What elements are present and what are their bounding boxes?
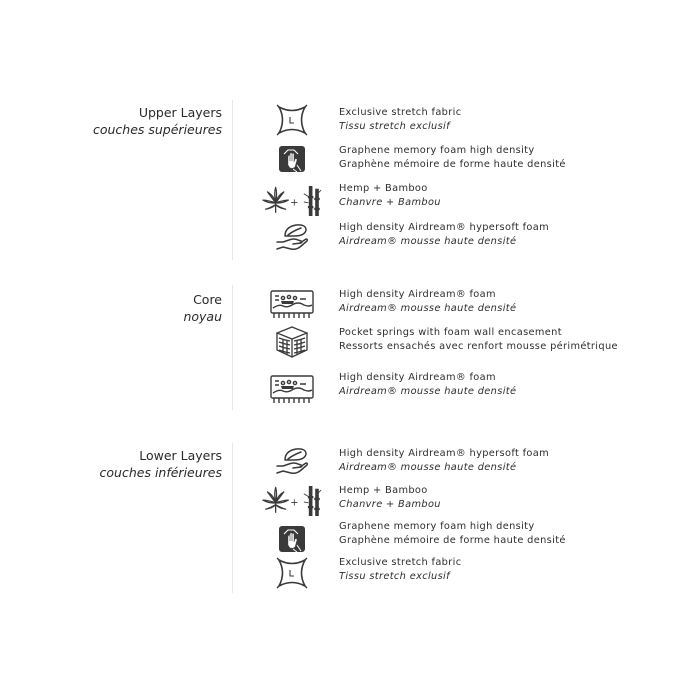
- item-label-fr: Airdream® mousse haute densité: [339, 303, 517, 314]
- item-label-fr: Chanvre + Bambou: [339, 197, 441, 208]
- hemp-bamboo-icon: [262, 483, 322, 519]
- item-label-en: Graphene memory foam high density: [339, 145, 535, 156]
- item-label-en: High density Airdream® hypersoft foam: [339, 448, 550, 459]
- item-label-en: High density Airdream® foam: [339, 289, 496, 300]
- section-title-en: Lower Layers: [139, 448, 222, 463]
- hypersoft-foam-icon: [262, 444, 322, 480]
- item-label-fr: Ressorts ensachés avec renfort mousse périmétrique: [339, 341, 618, 352]
- item-airdream-core-1: [339, 288, 516, 316]
- item-label-fr: Chanvre + Bambou: [339, 499, 441, 510]
- item-label-fr: Graphène mémoire de forme haute densité: [339, 535, 566, 546]
- item-hemp-bamboo-bottom: [339, 484, 441, 512]
- item-label-en: High density Airdream® foam: [339, 372, 496, 383]
- section-title-fr: couches supérieures: [92, 122, 222, 137]
- item-hemp-bamboo-top: [339, 182, 441, 210]
- item-label-en: High density Airdream® hypersoft foam: [339, 222, 550, 233]
- item-hypersoft-bottom: [339, 447, 549, 475]
- divider-upper: [232, 100, 233, 260]
- item-pocket-springs: [339, 326, 618, 354]
- item-label-en: Exclusive stretch fabric: [339, 107, 462, 118]
- item-label-fr: Airdream® mousse haute densité: [339, 386, 517, 397]
- hemp-bamboo-icon: [262, 183, 322, 219]
- section-label-lower: [100, 447, 222, 481]
- section-title-en: Upper Layers: [138, 105, 222, 120]
- item-label-fr: Graphène mémoire de forme haute densité: [339, 159, 566, 170]
- graphene-foam-icon: [262, 141, 322, 177]
- section-label-core: [183, 291, 222, 325]
- item-graphene-top: [339, 144, 566, 172]
- stretch-fabric-icon: [262, 102, 322, 138]
- airdream-foam-icon: [262, 371, 322, 407]
- item-label-en: Pocket springs with foam wall encasement: [339, 327, 562, 338]
- item-label-fr: Airdream® mousse haute densité: [339, 462, 517, 473]
- item-label-en: Hemp + Bamboo: [339, 485, 428, 496]
- item-graphene-bottom: [339, 520, 566, 548]
- item-stretch-fabric-bottom: [339, 556, 461, 584]
- hypersoft-foam-icon: [262, 220, 322, 256]
- item-label-fr: Tissu stretch exclusif: [339, 571, 450, 582]
- section-title-fr: noyau: [183, 309, 222, 324]
- item-label-en: Hemp + Bamboo: [339, 183, 428, 194]
- divider-lower: [232, 443, 233, 593]
- item-hypersoft-top: [339, 221, 549, 249]
- pocket-springs-icon: [262, 324, 322, 360]
- graphene-foam-icon: [262, 521, 322, 557]
- item-label-en: Graphene memory foam high density: [339, 521, 535, 532]
- section-label-upper: [93, 104, 222, 138]
- item-label-fr: Airdream® mousse haute densité: [339, 236, 517, 247]
- section-title-fr: couches inférieures: [99, 465, 222, 480]
- divider-core: [232, 285, 233, 410]
- section-title-en: Core: [193, 292, 222, 307]
- item-label-en: Exclusive stretch fabric: [339, 557, 462, 568]
- stretch-fabric-icon: [262, 555, 322, 591]
- item-airdream-core-2: [339, 371, 516, 399]
- airdream-foam-icon: [262, 286, 322, 322]
- item-label-fr: Tissu stretch exclusif: [339, 121, 450, 132]
- item-stretch-fabric-top: [339, 106, 461, 134]
